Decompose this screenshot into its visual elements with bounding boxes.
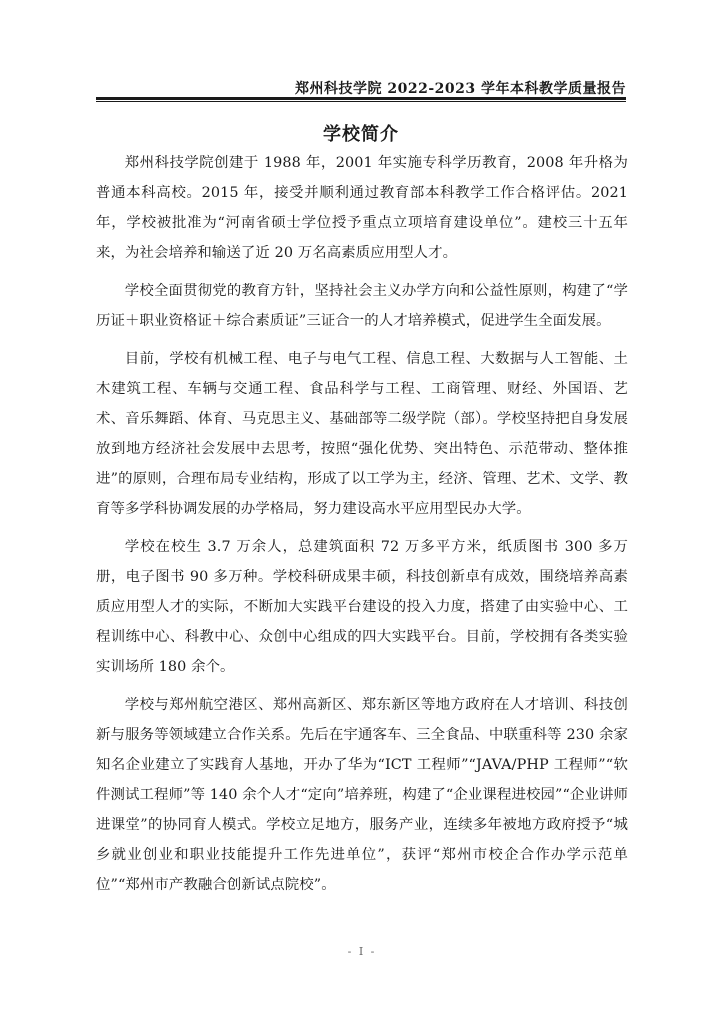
page-number: - I - — [347, 945, 377, 958]
header-rule-thin — [96, 101, 626, 102]
paragraph-history: 郑州科技学院创建于 1988 年，2001 年实施专科学历教育，2008 年升格为普通本科高校。2015 年，接受并顺利通过教育部本科教学工作合格评估。2021 年，学校被批准为“河南省硕士学位授予重点立项培育建设单位”。建校三十五年来，为社会培养和输送了近 20 万名高素质应用型人才。 — [96, 155, 628, 261]
header-rule-thick — [96, 97, 626, 100]
running-header: 郑州科技学院 2022-2023 学年本科教学质量报告 — [295, 81, 626, 97]
paragraph-philosophy: 学校全面贯彻党的教育方针，坚持社会主义办学方向和公益性原则，构建了“学历证＋职业资格证＋综合素质证”三证合一的人才培养模式，促进学生全面发展。 — [96, 283, 628, 329]
paragraph-facilities: 学校在校生 3.7 万余人，总建筑面积 72 万多平方米，纸质图书 300 多万册，电子图书 90 多万种。学校科研成果丰硕，科技创新卓有成效，围绕培养高素质应用型人才的实际，不断加大实践平台建设的投入力度，搭建了由实验中心、工程训练中心、科教中心、众创中心组成的四大实践平台。目前，学校拥有各类实验实训场所 180 余个。 — [96, 539, 628, 675]
body-text — [96, 148, 628, 908]
paragraph-colleges: 目前，学校有机械工程、电子与电气工程、信息工程、大数据与人工智能、土木建筑工程、车辆与交通工程、食品科学与工程、工商管理、财经、外国语、艺术、音乐舞蹈、体育、马克思主义、基础部等二级学院（部）。学校坚持把自身发展放到地方经济社会发展中去思考，按照“强化优势、突出特色、示范带动、整体推进”的原则，合理布局专业结构，形成了以工学为主，经济、管理、艺术、文学、教育等多学科协调发展的办学格局，努力建设高水平应用型民办大学。 — [96, 351, 628, 517]
paragraph-partnerships: 学校与郑州航空港区、郑州高新区、郑东新区等地方政府在人才培训、科技创新与服务等领域建立合作关系。先后在宇通客车、三全食品、中联重科等 230 余家知名企业建立了实践育人基地，开办了华为“ICT 工程师”“JAVA/PHP 工程师”“软件测试工程师”等 140 余个人才“定向”培养班，构建了“企业课程进校园”“企业讲师进课堂”的协同育人模式。学校立足地方，服务产业，连续多年被地方政府授予“城乡就业创业和职业技能提升工作先进单位”，获评“郑州市校企合作办学示范单位”“郑州市产教融合创新试点院校”。 — [96, 697, 628, 893]
section-title: 学校简介 — [323, 124, 399, 145]
